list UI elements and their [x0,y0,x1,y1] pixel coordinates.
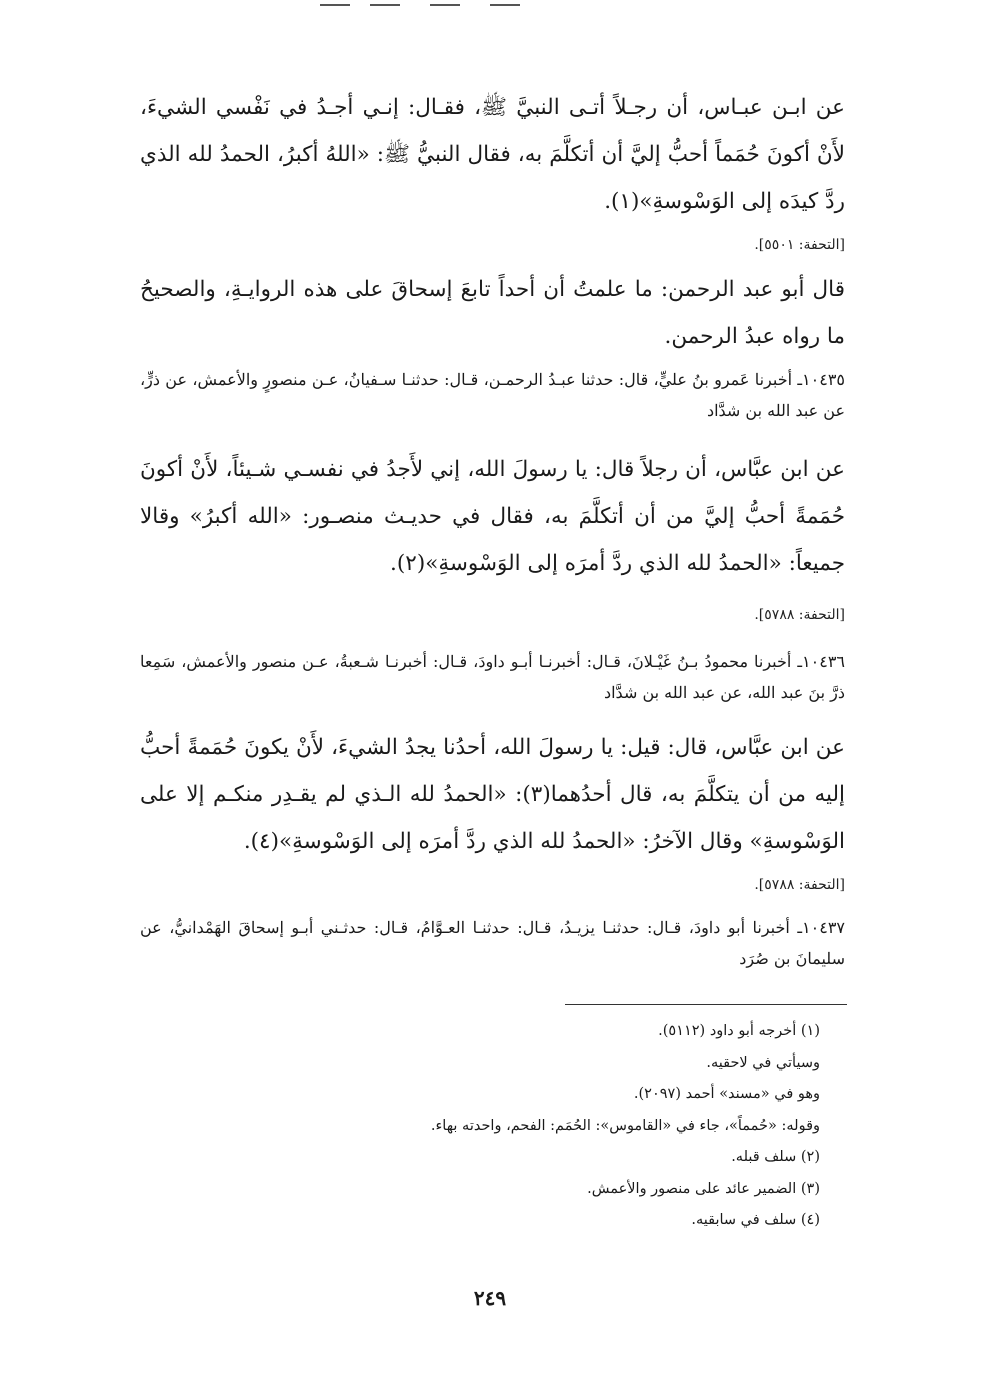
isnad-block-10436 [140,646,845,708]
main-text-4 [140,724,845,865]
ref-block-1 [140,234,845,256]
tuhfa-reference-1: [التحفة: ٥٥٠١]. [754,237,845,253]
footnote-4: (٤) سلف في سابقيه. [691,1212,820,1228]
tuhfa-reference-3: [التحفة: ٥٧٨٨]. [754,877,845,893]
footnote-separator [565,1004,847,1005]
paragraph-author-comment: قال أبو عبد الرحمن: ما علمتُ أن أحداً تابعَ إسحاقَ على هذه الروايـةِ، والصحيحُ ما رواه عبدُ الرحمن. [140,277,845,349]
isnad-block-10437 [140,912,845,974]
main-text-2 [140,266,845,360]
footnote-2: (٢) سلف قبله. [731,1149,820,1165]
hadith-isnad-10435: ١٠٤٣٥ـ أخبرنا عَمرو بنُ عليٍّ، قال: حدثنا عبـدُ الرحمـن، قـال: حدثنـا سـفيانُ، عـن منصورٍ والأعمش، عن ذرٍّ، عن عبد الله بن شدَّاد [140,370,845,420]
footnote-1-continued: وقوله: «حُمماً»، جاء في «القاموس»: الحُمَم: الفحم، واحدته بهاء. [430,1117,820,1134]
footnote-1-continued: وسيأتي في لاحقيه. [706,1054,820,1071]
footnote-1-continued: وهو في «مسند» أحمد (٢٠٩٧). [633,1086,820,1102]
top-edge-marks [300,4,700,8]
isnad-block-10435 [140,364,845,426]
ref-block-3 [140,874,845,896]
footnote-3: (٣) الضمير عائد على منصور والأعمش. [587,1180,820,1197]
hadith-isnad-10437: ١٠٤٣٧ـ أخبرنا أبو داودَ، قـال: حدثنـا يزيـدُ، قـال: حدثنـا العـوَّامُ، قـال: حدثـني أبـو إسحاقَ الهَمْدانيُّ، عن سليمانَ بن صُرَد [140,918,845,968]
tuhfa-reference-2: [التحفة: ٥٧٨٨]. [754,607,845,623]
ref-block-2 [140,604,845,626]
paragraph-hadith-text-1: عن ابـن عبـاس، أن رجـلاً أتـى النبيَّ ﷺ، فقـال: إنـي أجـدُ في نَفْسي الشيءَ، لأَنْ أكونَ حُمَماً أحبُّ إليَّ أن أتكلَّمَ به، فقال النبيُّ ﷺ: «اللهُ أكبرُ، الحمدُ لله الذي ردَّ كيدَه إلى الوَسْوسةِ»(١). [140,95,845,214]
main-text-1 [140,84,845,225]
page-number: ٢٤٩ [473,1286,507,1310]
main-text-3 [140,446,845,587]
footnote-1: (١) أخرجه أبو داود (٥١١٢). [658,1023,820,1039]
footnotes [380,1016,820,1237]
paragraph-hadith-text-3: عن ابن عبَّاس، قال: قيل: يا رسولَ الله، أحدُنا يجدُ الشيءَ، لأَنْ يكونَ حُمَمةً أحبُّ إليه من أن يتكلَّمَ به، قال أحدُهما(٣): «الحمدُ لله الـذي لم يقـدِر منكـم إلا على الوَسْوسةِ» وقال الآخرُ: «الحمدُ لله الذي ردَّ أمرَه إلى الوَسْوسةِ»(٤). [140,735,845,854]
hadith-isnad-10436: ١٠٤٣٦ـ أخبرنا محمودُ بـنُ غَيْـلانَ، قـال: أخبرنـا أبـو داودَ، قـال: أخبرنـا شـعبةُ، عـن منصور والأعمش، سَمِعا ذرَّ بنَ عبد الله، عن عبد الله بن شدَّاد [140,652,845,702]
paragraph-hadith-text-2: عن ابن عبَّاس، أن رجلاً قال: يا رسولَ الله، إني لأَجدُ في نفسـي شـيئاً، لأَنْ أكونَ حُمَمةً أحبُّ إليَّ من أن أتكلَّمَ به، فقال في حديـث منصـور: «الله أكبرُ» وقالا جميعاً: «الحمدُ لله الذي ردَّ أمرَه إلى الوَسْوسةِ»(٢). [140,457,845,576]
